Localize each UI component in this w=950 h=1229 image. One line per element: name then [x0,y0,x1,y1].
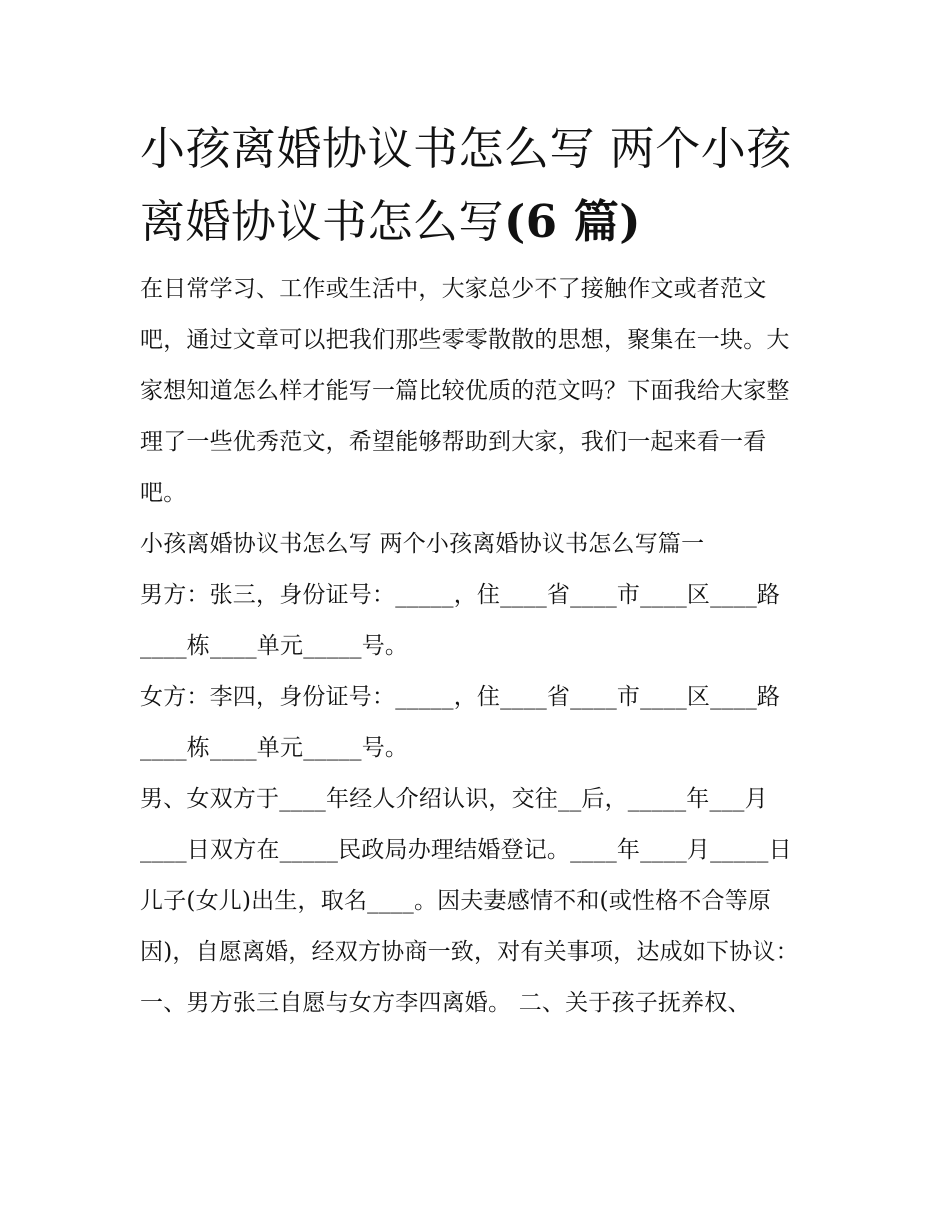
document-page [140,112,812,1029]
paragraph-female-party: 女方：李四，身份证号：_____，住____省____市____区____路____栋____单元_____号。 [140,684,781,761]
document-title [140,112,812,258]
title-main: 小孩离婚协议书怎么写 两个小孩离婚协议书怎么写 [140,122,792,248]
paragraph-agreement-clauses: 一、男方张三自愿与女方李四离婚。 二、关于孩子抚养权、 [140,990,751,1016]
paragraph-section-heading: 小孩离婚协议书怎么写 两个小孩离婚协议书怎么写篇一 [140,531,705,557]
paragraph-marriage-background: 男、女双方于____年经人介绍认识，交往__后，_____年___月____日双方在_____民政局办理结婚登记。____年____月_____日儿子(女儿)出生，取名____。因夫妻感情不和(或性格不合等原因)，自愿离婚，经双方协商一致，对有关事项，达成如下协议： [140,786,799,965]
paragraph-intro: 在日常学习、工作或生活中，大家总少不了接触作文或者范文吧，通过文章可以把我们那些零零散散的思想，聚集在一块。大家想知道怎么样才能写一篇比较优质的范文吗？下面我给大家整理了一些优秀范文，希望能够帮助到大家，我们一起来看一看吧。 [140,276,790,506]
paragraph-male-party: 男方：张三，身份证号：_____，住____省____市____区____路____栋____单元_____号。 [140,582,781,659]
title-suffix: (6 篇) [504,195,642,248]
